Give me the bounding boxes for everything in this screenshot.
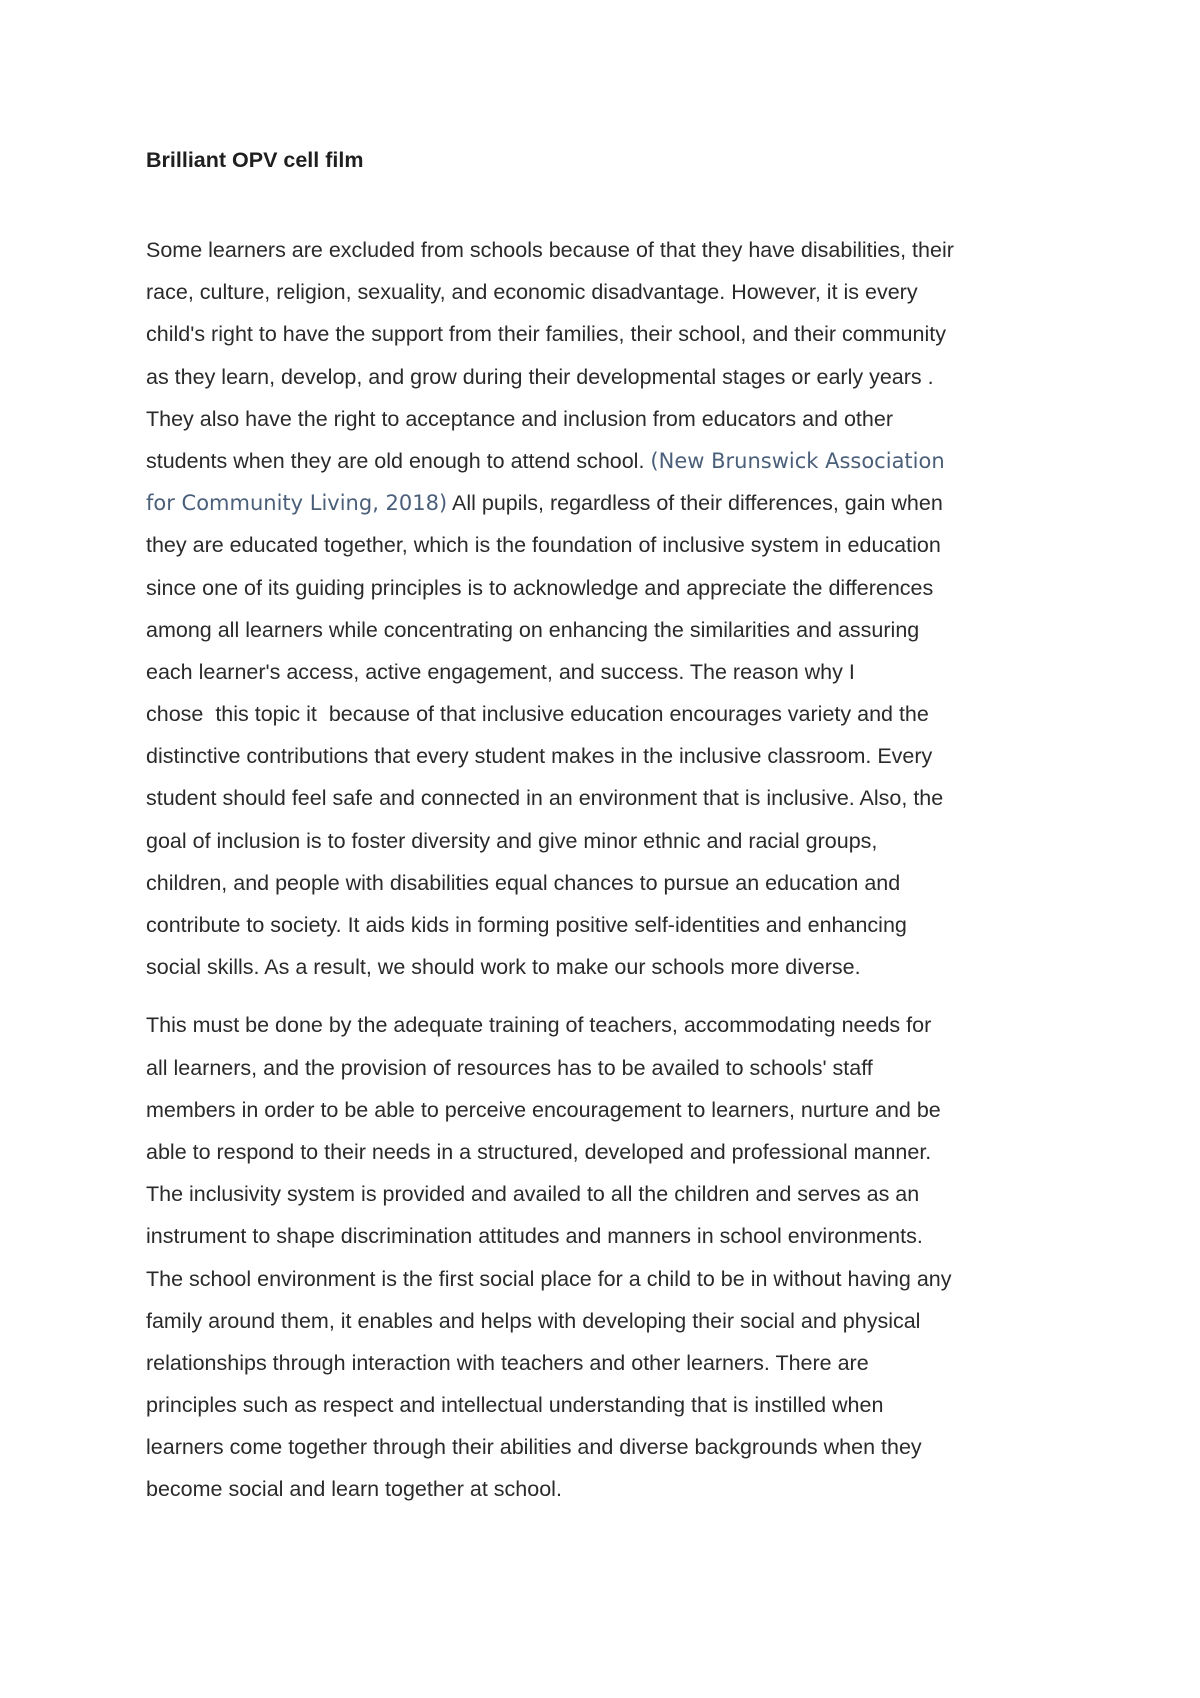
text-line: learners come together through their abilities and diverse backgrounds when they bbox=[146, 1435, 922, 1460]
text-line: They also have the right to acceptance and inclusion from educators and other bbox=[146, 406, 893, 431]
text-line: principles such as respect and intellectual understanding that is instilled when bbox=[146, 1393, 884, 1418]
text-segment: All pupils, regardless of their differences, gain when bbox=[447, 491, 943, 516]
document-title: Brilliant OPV cell film bbox=[146, 148, 364, 172]
text-line: social skills. As a result, we should work to make our schools more diverse. bbox=[146, 955, 861, 980]
text-line: members in order to be able to perceive encouragement to learners, nurture and be bbox=[146, 1097, 941, 1122]
text-line: child's right to have the support from their families, their school, and their community bbox=[146, 322, 946, 347]
text-line: children, and people with disabilities equal chances to pursue an education and bbox=[146, 870, 901, 895]
text-line: family around them, it enables and helps with developing their social and physical bbox=[146, 1308, 921, 1333]
text-line: chose this topic it because of that inclusive education encourages variety and the bbox=[146, 702, 929, 727]
text-line: relationships through interaction with teachers and other learners. There are bbox=[146, 1350, 869, 1375]
text-line bbox=[146, 482, 1076, 524]
paragraph-spacer bbox=[146, 988, 1076, 1004]
text-line: race, culture, religion, sexuality, and economic disadvantage. However, it is every bbox=[146, 280, 918, 305]
text-line: they are educated together, which is the foundation of inclusive system in education bbox=[146, 533, 941, 558]
text-line: among all learners while concentrating on enhancing the similarities and assuring bbox=[146, 617, 920, 642]
text-line: goal of inclusion is to foster diversity and give minor ethnic and racial groups, bbox=[146, 828, 878, 853]
document-page bbox=[146, 146, 1076, 1511]
paragraph-1 bbox=[146, 229, 1076, 988]
text-line: able to respond to their needs in a structured, developed and professional manner. bbox=[146, 1139, 932, 1164]
text-line: instrument to shape discrimination attitudes and manners in school environments. bbox=[146, 1224, 923, 1249]
text-line: The school environment is the first social place for a child to be in without having any bbox=[146, 1266, 952, 1291]
text-line bbox=[146, 440, 1076, 482]
text-line: each learner's access, active engagement, and success. The reason why I bbox=[146, 659, 855, 684]
text-line: student should feel safe and connected in an environment that is inclusive. Also, the bbox=[146, 786, 944, 811]
text-line: distinctive contributions that every student makes in the inclusive classroom. Every bbox=[146, 744, 933, 769]
citation-link[interactable]: for Community Living, 2018) bbox=[146, 491, 448, 516]
citation-link[interactable]: (New Brunswick Association bbox=[650, 448, 945, 473]
text-line: Some learners are excluded from schools because of that they have disabilities, their bbox=[146, 238, 954, 262]
text-line: since one of its guiding principles is to acknowledge and appreciate the differences bbox=[146, 575, 934, 600]
text-line: become social and learn together at school. bbox=[146, 1477, 562, 1502]
text-line: contribute to society. It aids kids in forming positive self-identities and enhancing bbox=[146, 913, 907, 937]
paragraph-2 bbox=[146, 1004, 1076, 1510]
text-line: The inclusivity system is provided and availed to all the children and serves as an bbox=[146, 1182, 920, 1207]
text-segment: students when they are old enough to attend school. bbox=[146, 448, 651, 473]
text-line: This must be done by the adequate training of teachers, accommodating needs for bbox=[146, 1013, 932, 1038]
text-line: all learners, and the provision of resources has to be availed to schools' staff bbox=[146, 1055, 873, 1080]
text-line: as they learn, develop, and grow during their developmental stages or early years . bbox=[146, 364, 934, 389]
